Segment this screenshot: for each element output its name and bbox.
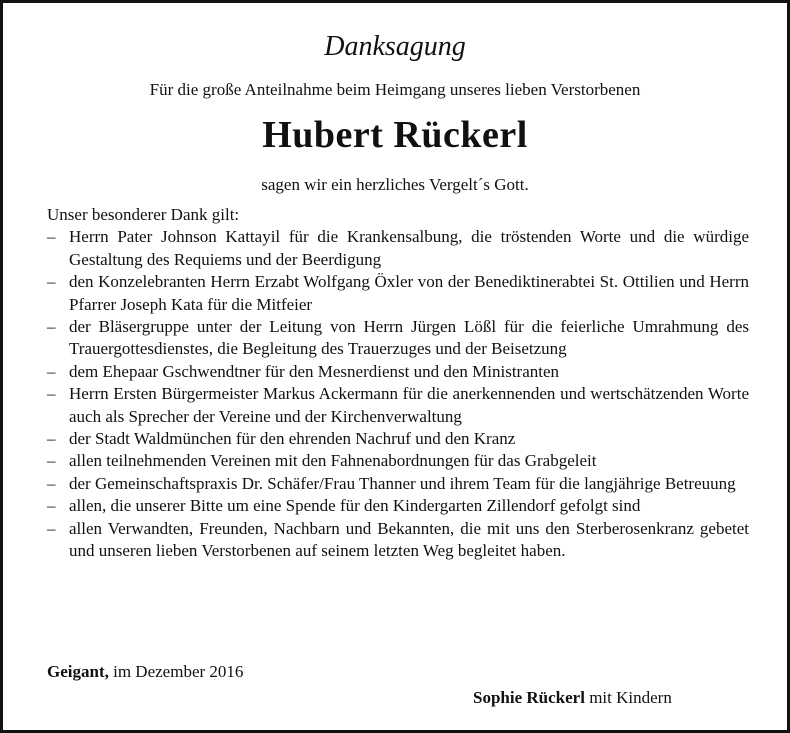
list-item-text: der Stadt Waldmünchen für den ehrenden Nachruf und den Kranz	[69, 429, 516, 449]
list-item	[47, 495, 749, 517]
list-item	[47, 361, 749, 383]
list-item-text: der Gemeinschaftspraxis Dr. Schäfer/Frau Thanner und ihrem Team für die langjährige Betreuung	[69, 473, 736, 493]
place: Geigant,	[47, 662, 109, 681]
list-item-text: Herrn Ersten Bürgermeister Markus Ackermann für die anerkennenden und wertschätzenden Worte auch als Sprecher der Vereine und der Kirchenverwaltung	[69, 384, 749, 426]
place-date-line	[47, 662, 243, 682]
signer-suffix: mit Kindern	[589, 688, 672, 707]
list-item-text: allen Verwandten, Freunden, Nachbarn und Bekannten, die mit uns den Sterberosenkranz gebetet und unseren lieben Verstorbenen auf seinem letzten Weg begleitet haben.	[69, 518, 749, 561]
list-item	[47, 473, 749, 495]
list-item	[47, 518, 749, 563]
deceased-name: Hubert Rückerl	[262, 114, 528, 156]
dash-bullet: –	[47, 317, 56, 337]
thanks-line: sagen wir ein herzliches Vergelt´s Gott.	[261, 175, 529, 194]
dash-bullet: –	[47, 473, 56, 493]
list-item	[47, 383, 749, 428]
dash-bullet: –	[47, 361, 56, 381]
list-item-text: allen, die unserer Bitte um eine Spende für den Kindergarten Zillendorf gefolgt sind	[69, 496, 641, 516]
thanks-body	[47, 204, 749, 563]
lead-line: Unser besonderer Dank gilt:	[47, 205, 240, 224]
notice-intro: Für die große Anteilnahme beim Heimgang unseres lieben Verstorbenen	[149, 80, 641, 99]
thanks-list	[47, 226, 749, 562]
list-item	[47, 428, 749, 450]
dash-bullet: –	[47, 451, 56, 471]
signer-name: Sophie Rückerl	[473, 688, 585, 707]
list-item	[47, 316, 749, 361]
dash-bullet: –	[47, 384, 56, 404]
dash-bullet: –	[47, 272, 56, 292]
dash-bullet: –	[47, 227, 56, 247]
list-item-text: Herrn Pater Johnson Kattayil für die Krankensalbung, die tröstenden Worte und die würdige Gestaltung des Requiems und der Beerdigung	[69, 227, 749, 269]
signature-line	[473, 688, 672, 708]
list-item-text: der Bläsergruppe unter der Leitung von Herrn Jürgen Lößl für die feierliche Umrahmung des Trauergottesdienstes, die Begleitung des Trauerzuges und der Beisetzung	[69, 317, 749, 359]
list-item-text: allen teilnehmenden Vereinen mit den Fahnenabordnungen für das Grabgeleit	[69, 451, 597, 471]
dash-bullet: –	[47, 496, 56, 516]
dash-bullet: –	[47, 429, 56, 449]
list-item	[47, 450, 749, 472]
notice-title: Danksagung	[324, 31, 466, 62]
list-item	[47, 271, 749, 316]
list-item-text: dem Ehepaar Gschwendtner für den Mesnerdienst und den Ministranten	[69, 361, 560, 381]
date: im Dezember 2016	[113, 662, 244, 681]
dash-bullet: –	[47, 518, 56, 538]
list-item	[47, 226, 749, 271]
list-item-text: den Konzelebranten Herrn Erzabt Wolfgang Öxler von der Benediktinerabtei St. Ottilien und Herrn Pfarrer Joseph Kata für die Mitfeier	[69, 272, 749, 314]
